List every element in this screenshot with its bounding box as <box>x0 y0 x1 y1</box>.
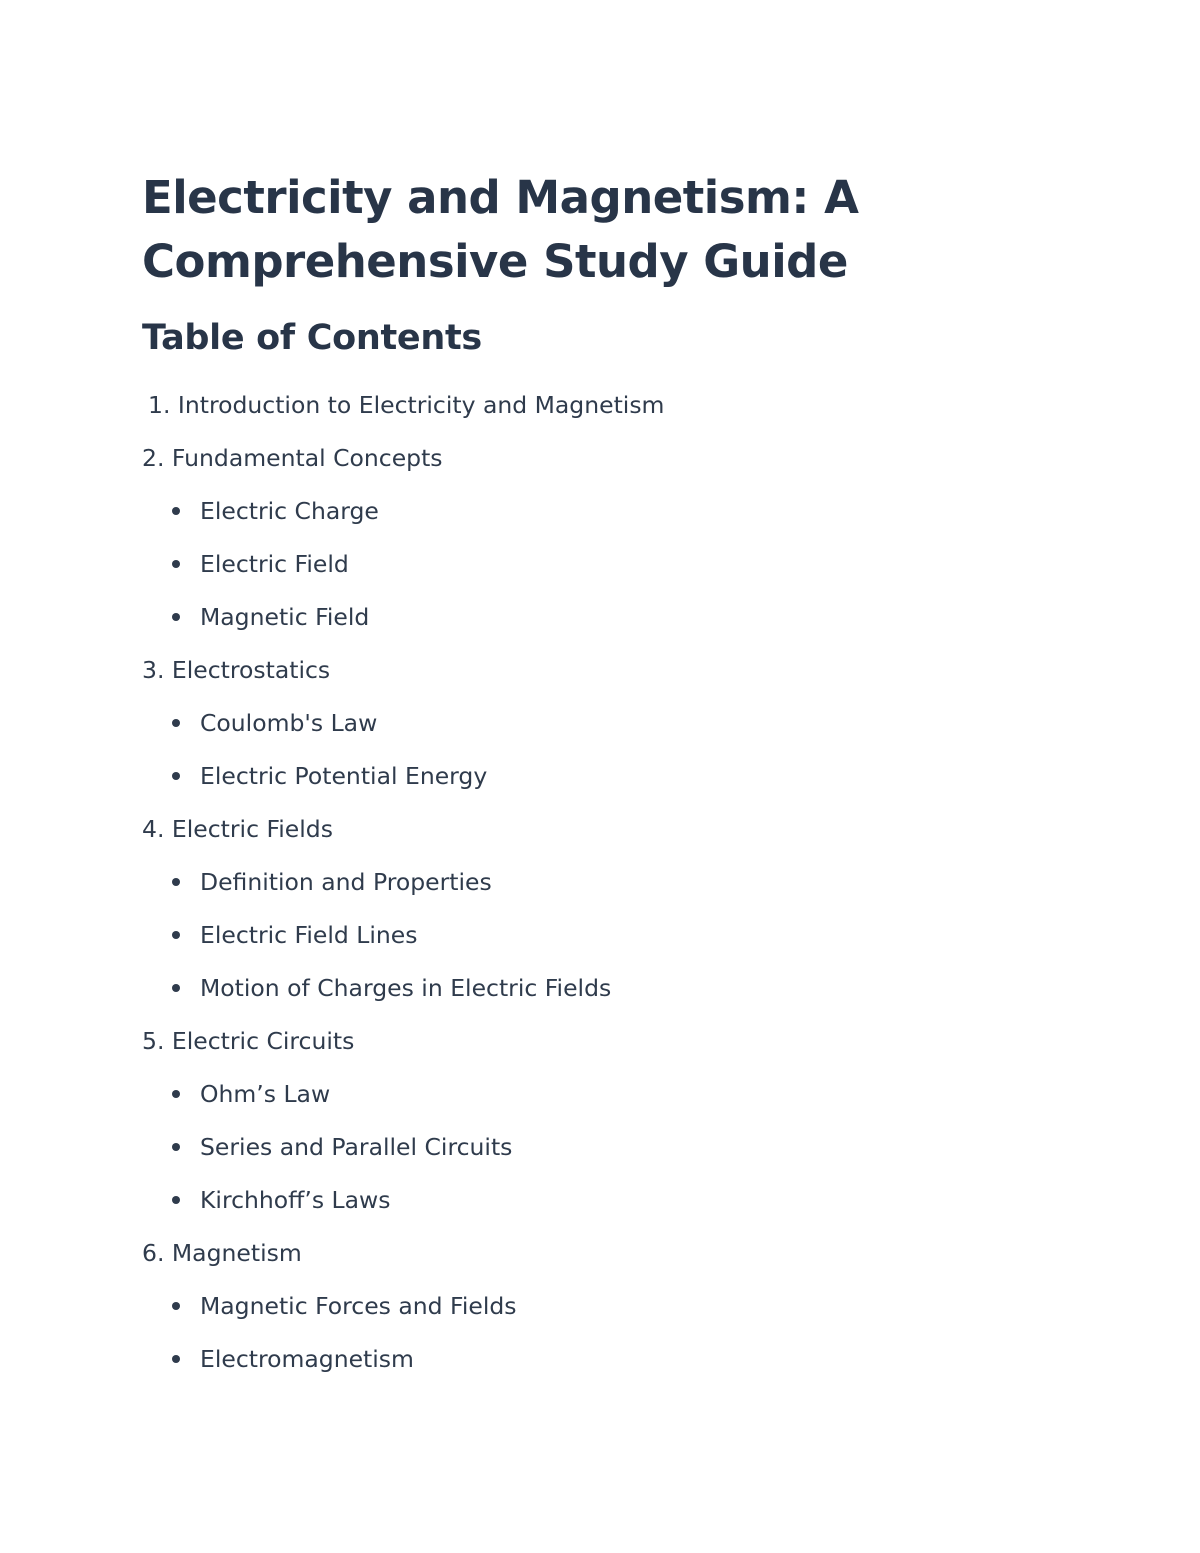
toc-subitem: Series and Parallel Circuits <box>200 1133 513 1161</box>
bullet-icon <box>172 1355 180 1363</box>
toc-item-label: Electric Fields <box>171 815 333 843</box>
toc-subitem: Motion of Charges in Electric Fields <box>200 974 612 1002</box>
bullet-icon <box>172 719 180 727</box>
bullet-icon <box>172 1302 180 1310</box>
toc-item <box>142 813 333 845</box>
document-title: Electricity and Magnetism: A Comprehensive Study Guide <box>142 171 859 288</box>
toc-item <box>142 1237 302 1269</box>
toc-item <box>142 654 330 686</box>
bullet-icon <box>172 1090 180 1098</box>
toc-item <box>142 442 443 474</box>
bullet-icon <box>172 772 180 780</box>
bullet-icon <box>172 931 180 939</box>
bullet-icon <box>172 613 180 621</box>
bullet-icon <box>172 560 180 568</box>
toc-item-label: Electric Circuits <box>171 1027 355 1055</box>
bullet-icon <box>172 507 180 515</box>
toc-item-number: 3. <box>142 656 165 684</box>
bullet-icon <box>172 878 180 886</box>
toc-subitem: Coulomb's Law <box>200 709 378 737</box>
toc-subitem: Electric Field Lines <box>200 921 418 949</box>
toc-item-label: Introduction to Electricity and Magnetism <box>177 391 665 419</box>
toc-subitem: Electromagnetism <box>200 1345 414 1373</box>
toc-subitem: Electric Field <box>200 550 349 578</box>
bullet-icon <box>172 1196 180 1204</box>
toc-subitem: Electric Potential Energy <box>200 762 488 790</box>
toc-heading: Table of Contents <box>142 318 482 358</box>
toc-subitem: Definition and Properties <box>200 868 492 896</box>
toc-item-number: 4. <box>142 815 165 843</box>
toc-item-number: 6. <box>142 1239 165 1267</box>
toc-item-label: Magnetism <box>171 1239 302 1267</box>
toc-subitem: Magnetic Field <box>200 603 370 631</box>
bullet-icon <box>172 984 180 992</box>
toc-subitem: Magnetic Forces and Fields <box>200 1292 517 1320</box>
toc-subitem: Kirchhoff’s Laws <box>200 1186 391 1214</box>
toc-subitem: Ohm’s Law <box>200 1080 331 1108</box>
toc-subitem: Electric Charge <box>200 497 379 525</box>
toc-item-number: 5. <box>142 1027 165 1055</box>
toc-item <box>148 389 664 421</box>
toc-item-label: Electrostatics <box>171 656 331 684</box>
toc-item-label: Fundamental Concepts <box>171 444 443 472</box>
toc-item-number: 1. <box>148 391 171 419</box>
toc-item-number: 2. <box>142 444 165 472</box>
bullet-icon <box>172 1143 180 1151</box>
toc-item <box>142 1025 354 1057</box>
